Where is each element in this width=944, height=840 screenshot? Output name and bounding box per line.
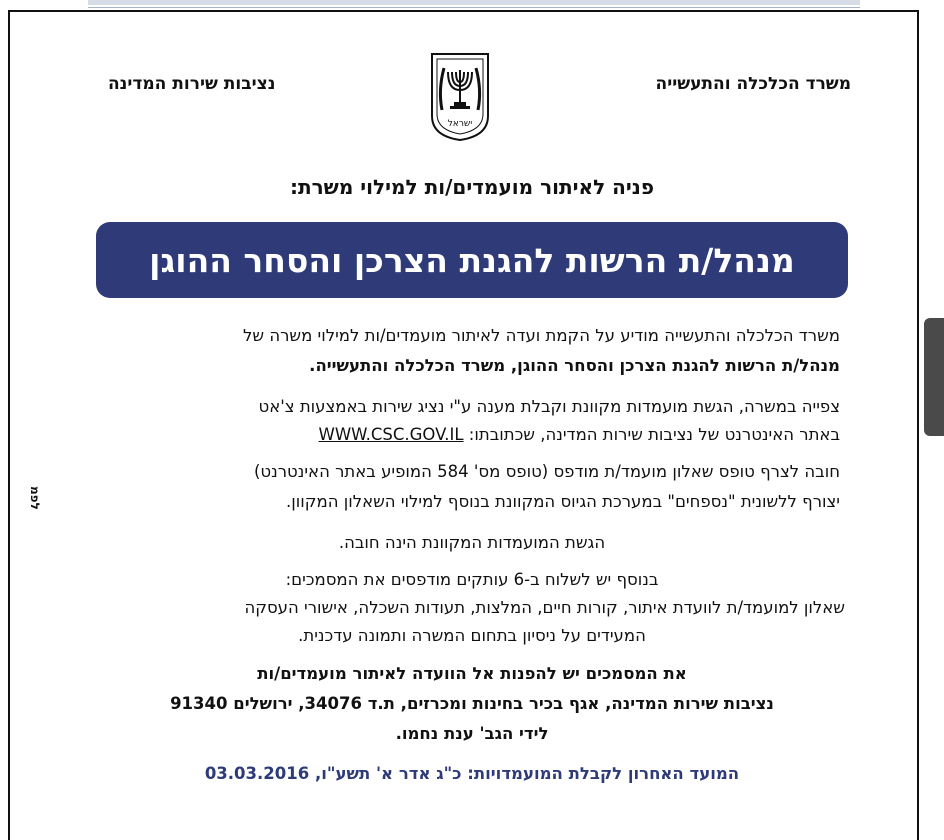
ministry-name: משרד הכלכלה והתעשייה [655,74,851,94]
p5-line1: בנוסף יש לשלוח ב-6 עותקים מודפסים את המסמכים: [285,570,659,589]
top-rule [88,0,860,5]
p3-line2: יצורף ללשונית "נספחים" במערכת הגיוס המקוונת בנוסף למילוי השאלון המקוון. [286,492,840,511]
p2-line2-text: באתר האינטרנט של נציבות שירות המדינה, שכתובתו: [468,425,840,444]
p2-line2 [319,425,840,444]
p5-line3: המעידים על ניסיון בתחום המשרה ותמונה עדכנית. [298,626,646,645]
p4: הגשת המועמדות המקוונת הינה חובה. [338,533,606,552]
emblem-text: ישראל [447,119,473,129]
p5-line2: שאלון למועמד/ת לוועדת איתור, קורות חיים, המלצות, תעודות השכלה, אישורי העסקה [244,598,845,617]
commission-name: נציבות שירות המדינה [108,74,276,94]
website-link[interactable]: WWW.CSC.GOV.IL [318,425,464,444]
p3-line1: חובה לצרף טופס שאלון מועמד/ת מודפס (טופס מס' 584 המופיע באתר האינטרנט) [254,462,840,481]
position-title: מנהל/ת הרשות להגנת הצרכן והסחר ההוגן [149,240,795,280]
p6-line1: את המסמכים יש להפנות אל הוועדה לאיתור מועמדים/ות [257,664,687,683]
scroll-handle[interactable] [924,318,944,436]
state-emblem-icon [428,50,492,142]
p1-line1: משרד הכלכלה והתעשייה מודיע על הקמת ועדה לאיתור מועמדים/ות למילוי משרה של [243,326,840,345]
p6-line2: נציבות שירות המדינה, אגף בכיר בחינות ומכרזים, ת.ד 34076, ירושלים 91340 [170,694,774,713]
p2-line1: צפייה במשרה, הגשת מועמדות מקוונת וקבלת מענה ע"י נציג שירות באמצעות צ'אט [258,397,840,416]
subtitle: פניה לאיתור מועמדים/ות למילוי משרת: [289,175,654,199]
deadline: המועד האחרון לקבלת המועמדויות: כ"ג אדר א' תשע"ו, 03.03.2016 [204,764,740,783]
p1-line2: מנהל/ת הרשות להגנת הצרכן והסחר ההוגן, משרד הכלכלה והתעשייה. [309,356,840,375]
side-note: לפמ [28,486,42,510]
p6-line3: לידי הגב' ענת נחמו. [395,724,549,743]
position-title-banner [96,222,848,298]
